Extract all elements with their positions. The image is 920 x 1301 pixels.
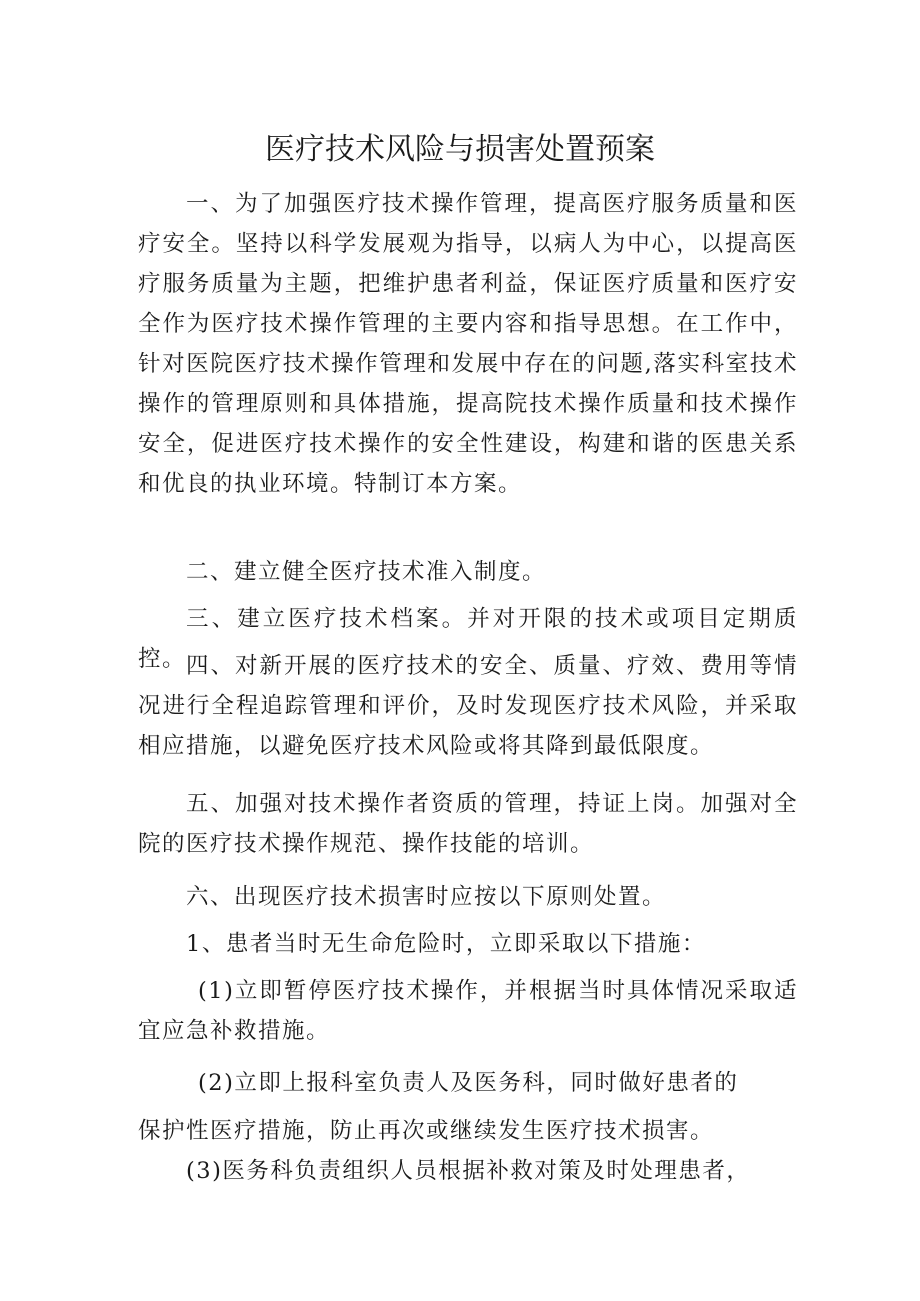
paragraph-11: (3)医务科负责组织人员根据补救对策及时处理患者， bbox=[186, 1158, 751, 1184]
paragraph-1: 一、为了加强医疗技术操作管理，提高医疗服务质量和医疗安全。坚持以科学发展观为指导，以病人为中心，以提高医疗服务质量为主题，把维护患者利益，保证医疗质量和医疗安全作为医疗技术操作管理的主要内容和指导思想。在工作中，针对医院医疗技术操作管理和发展中存在的问题,落实科室技术操作的管理原则和具体措施，提高院技术操作质量和技术操作安全，促进医疗技术操作的安全性建设，构建和谐的医患关系和优良的执业环境。特制订本方案。 bbox=[138, 191, 798, 497]
paragraph-10: 保护性医疗措施，防止再次或继续发生医疗技术损害。 bbox=[138, 1118, 715, 1144]
paragraph-4: 四、对新开展的医疗技术的安全、质量、疗效、费用等情况进行全程追踪管理和评价，及时发现医疗技术风险，并采取相应措施，以避免医疗技术风险或将其降到最低限度。 bbox=[138, 653, 798, 759]
paragraph-7: 1、患者当时无生命危险时，立即采取以下措施： bbox=[186, 931, 706, 957]
paragraph-9: (2)立即上报科室负责人及医务科，同时做好患者的 bbox=[198, 1070, 739, 1096]
document-title: 医疗技术风险与损害处置预案 bbox=[265, 132, 655, 167]
paragraph-3: 三、建立医疗技术档案。并对开限的技术或项目定期质控。 bbox=[138, 606, 798, 672]
paragraph-8: (1)立即暂停医疗技术操作，并根据当时具体情况采取适宜应急补救措施。 bbox=[138, 978, 798, 1044]
paragraph-6: 六、出现医疗技术损害时应按以下原则处置。 bbox=[186, 884, 667, 910]
paragraph-5: 五、加强对技术操作者资质的管理，持证上岗。加强对全院的医疗技术操作规范、操作技能的培训。 bbox=[138, 791, 798, 857]
paragraph-2: 二、建立健全医疗技术准入制度。 bbox=[186, 559, 547, 585]
